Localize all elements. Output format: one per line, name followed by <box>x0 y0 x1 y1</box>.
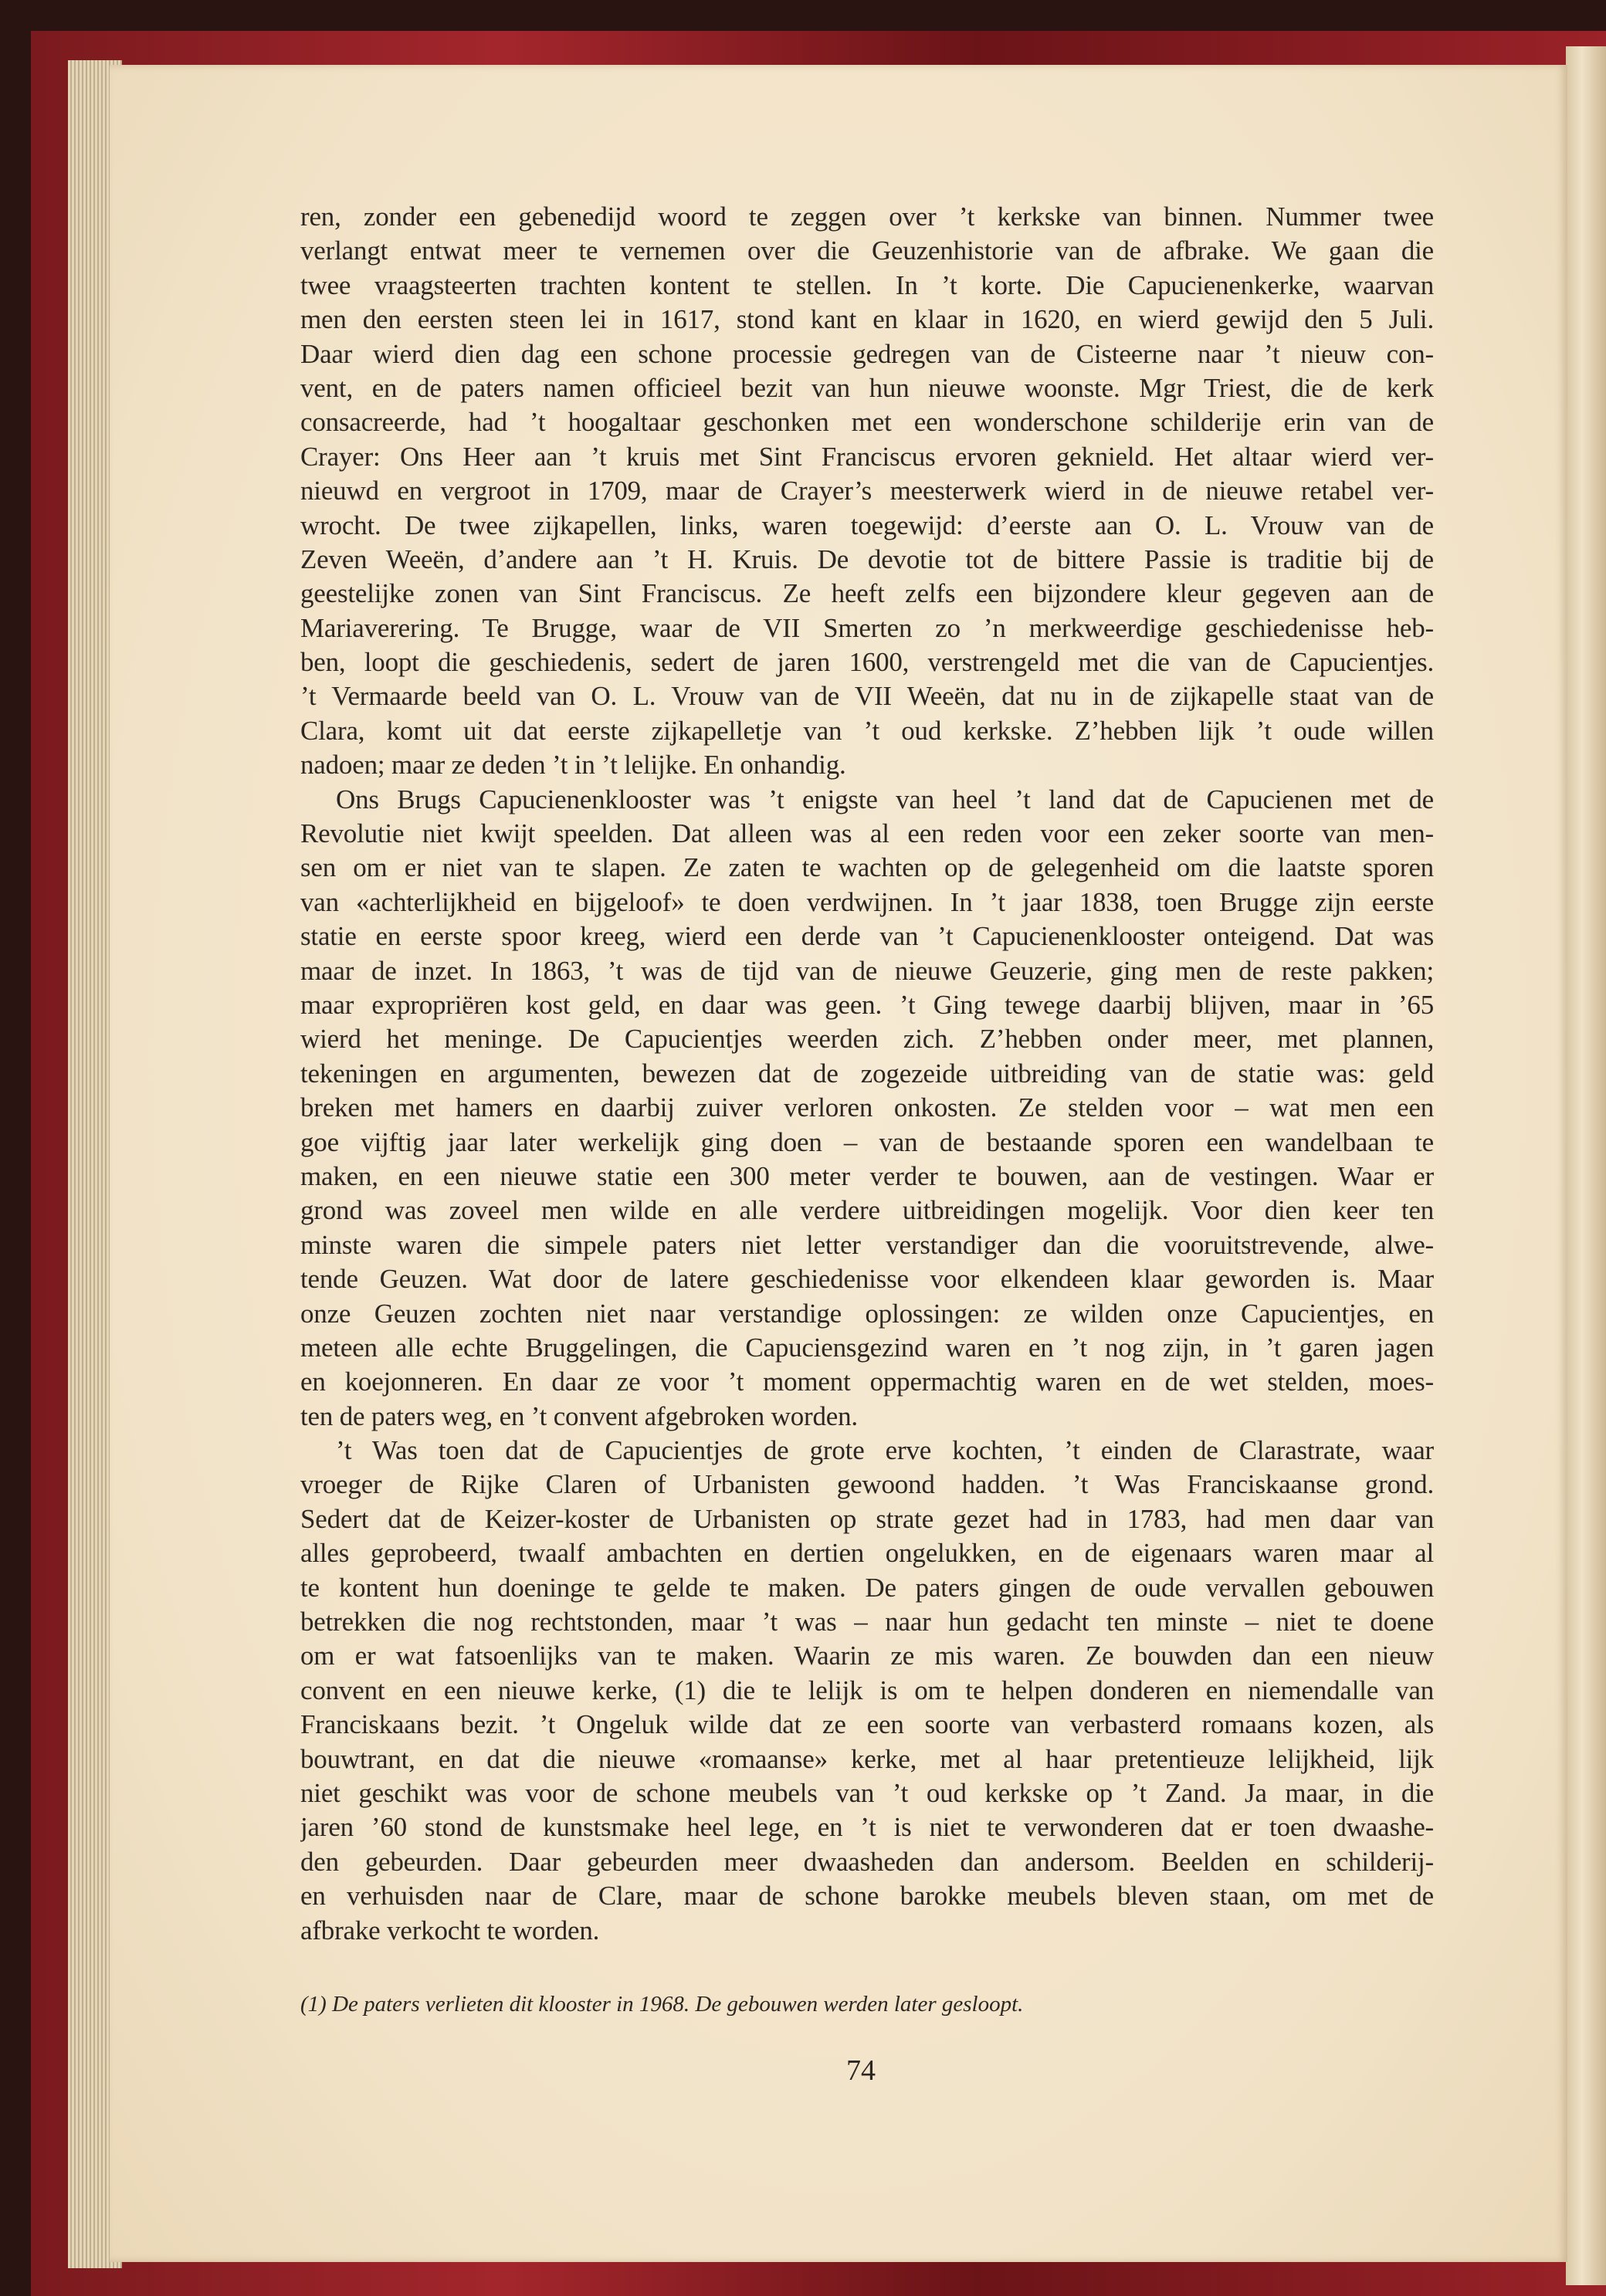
text-line: ben, loopt die geschiedenis, sedert de jaren 1600, verstrengeld met die van de Capucientjes. <box>300 647 1434 678</box>
text-line: ten de paters weg, en ’t convent afgebroken worden. <box>300 1400 858 1431</box>
text-line: den gebeurden. Daar gebeurden meer dwaasheden dan andersom. Beelden en schilderij- <box>300 1846 1434 1877</box>
text-line: consacreerde, had ’t hoogaltaar geschonken met een wonderschone schilderije erin van de <box>300 407 1434 438</box>
text-line: en verhuisden naar de Clare, maar de schone barokke meubels bleven staan, om met de <box>300 1881 1434 1912</box>
text-line: vent, en de paters namen officieel bezit van hun nieuwe woonste. Mgr Triest, die de kerk <box>300 372 1434 403</box>
text-line: maar expropriëren kost geld, en daar was geen. ’t Ging tewege daarbij blijven, maar in ’65 <box>300 989 1434 1020</box>
text-line: verlangt entwat meer te vernemen over die Geuzenhistorie van de afbrake. We gaan die <box>300 235 1434 266</box>
text-line: ’t Vermaarde beeld van O. L. Vrouw van de VII Weeën, dat nu in de zijkapelle staat van de <box>300 681 1434 712</box>
text-line: twee vraagsteerten trachten kontent te stellen. In ’t korte. Die Capucienenkerke, waarvan <box>300 269 1434 300</box>
text-line: tekeningen en argumenten, bewezen dat de zogezeide uitbreiding van de statie was: geld <box>300 1058 1434 1089</box>
paragraph <box>300 1434 1434 1948</box>
text-line: onze Geuzen zochten niet naar verstandige oplossingen: ze wilden onze Capucientjes, en <box>300 1298 1434 1329</box>
text-line: van «achterlijkheid en bijgeloof» te doen verdwijnen. In ’t jaar 1838, toen Brugge zijn eerste <box>300 886 1434 917</box>
text-line: afbrake verkocht te worden. <box>300 1915 600 1946</box>
body-text <box>300 200 1434 1948</box>
text-line: grond was zoveel men wilde en alle verdere uitbreidingen mogelijk. Voor dien keer ten <box>300 1195 1434 1226</box>
text-line: statie en eerste spoor kreeg, wierd een derde van ’t Capucienenklooster onteigend. Dat was <box>300 921 1434 952</box>
text-line: Zeven Weeën, d’andere aan ’t H. Kruis. De devotie tot de bittere Passie is traditie bij de <box>300 544 1434 574</box>
text-line: betrekken die nog rechtstonden, maar ’t was – naar hun gedacht ten minste – niet te doene <box>300 1607 1434 1637</box>
text-line: Crayer: Ons Heer aan ’t kruis met Sint Franciscus ervoren geknield. Het altaar wierd ver- <box>300 441 1434 472</box>
text-line: vroeger de Rijke Claren of Urbanisten gewoond hadden. ’t Was Franciskaanse grond. <box>300 1469 1434 1500</box>
footnote: (1) De paters verlieten dit klooster in 1968. De gebouwen werden later gesloopt. <box>300 1992 1024 2017</box>
text-line: Clara, komt uit dat eerste zijkapelletje van ’t oud kerkske. Z’hebben lijk ’t oude willen <box>300 715 1434 746</box>
text-line: jaren ’60 stond de kunstsmake heel lege, en ’t is niet te verwonderen dat er toen dwaashe- <box>300 1812 1434 1843</box>
text-line: goe vijftig jaar later werkelijk ging doen – van de bestaande sporen een wandelbaan te <box>300 1126 1434 1157</box>
text-line: om er wat fatsoenlijks van te maken. Waarin ze mis waren. Ze bouwden dan een nieuw <box>300 1641 1434 1671</box>
text-line: minste waren die simpele paters niet letter verstandiger dan die vooruitstrevende, alwe- <box>300 1229 1434 1260</box>
right-page-edge <box>1566 46 1606 2285</box>
text-line: wrocht. De twee zijkapellen, links, waren toegewijd: d’eerste aan O. L. Vrouw van de <box>300 510 1434 540</box>
text-line: alles geprobeerd, twaalf ambachten en dertien ongelukken, en de eigenaars waren maar al <box>300 1538 1434 1569</box>
text-line: geestelijke zonen van Sint Franciscus. Ze heeft zelfs een bijzondere kleur gegeven aan de <box>300 578 1434 609</box>
text-line: ’t Was toen dat de Capucientjes de grote erve kochten, ’t einden de Clarastrate, waar <box>336 1435 1434 1466</box>
text-line: Franciskaans bezit. ’t Ongeluk wilde dat ze een soorte van verbasterd romaans kozen, als <box>300 1709 1434 1740</box>
text-line: Mariaverering. Te Brugge, waar de VII Smerten zo ’n merkweerdige geschiedenisse heb- <box>300 612 1434 643</box>
page-number: 74 <box>846 2054 876 2087</box>
text-line: nadoen; maar ze deden ’t in ’t lelijke. En onhandig. <box>300 750 846 781</box>
text-line: Ons Brugs Capucienenklooster was ’t enigste van heel ’t land dat de Capucienen met de <box>336 784 1434 814</box>
text-line: maar de inzet. In 1863, ’t was de tijd van de nieuwe Geuzerie, ging men de reste pakken; <box>300 955 1434 986</box>
text-line: convent en een nieuwe kerke, (1) die te lelijk is om te helpen donderen en niemendalle van <box>300 1675 1434 1705</box>
text-line: Revolutie niet kwijt speelden. Dat alleen was al een reden voor een zeker soorte van men- <box>300 818 1434 849</box>
text-line: ren, zonder een gebenedijd woord te zeggen over ’t kerkske van binnen. Nummer twee <box>300 201 1434 232</box>
text-line: niet geschikt was voor de schone meubels van ’t oud kerkske op ’t Zand. Ja maar, in die <box>300 1777 1434 1808</box>
text-line: en koejonneren. En daar ze voor ’t moment oppermachtig waren en de wet stelden, moes- <box>300 1366 1434 1397</box>
text-line: nieuwd en vergroot in 1709, maar de Crayer’s meesterwerk wierd in de nieuwe retabel ver- <box>300 476 1434 506</box>
text-line: meteen alle echte Bruggelingen, die Capuciensgezind waren en ’t nog zijn, in ’t garen jagen <box>300 1332 1434 1363</box>
text-line: men den eersten steen lei in 1617, stond kant en klaar in 1620, en wierd gewijd den 5 Juli. <box>300 304 1434 335</box>
paragraph <box>300 200 1434 783</box>
text-line: Sedert dat de Keizer-koster de Urbanisten op strate gezet had in 1783, had men daar van <box>300 1503 1434 1534</box>
text-line: te kontent hun doeninge te gelde te maken. De paters gingen de oude vervallen gebouwen <box>300 1572 1434 1603</box>
text-line: tende Geuzen. Wat door de latere geschiedenisse voor elkendeen klaar geworden is. Maar <box>300 1264 1434 1295</box>
text-line: maken, en een nieuwe statie een 300 meter verder te bouwen, aan de vestingen. Waar er <box>300 1160 1434 1191</box>
text-line: sen om er niet van te slapen. Ze zaten te wachten op de gelegenheid om die laatste sporen <box>300 852 1434 883</box>
paragraph <box>300 783 1434 1434</box>
text-line: Daar wierd dien dag een schone processie gedregen van de Cisteerne naar ’t nieuw con- <box>300 338 1434 369</box>
text-line: bouwtrant, en dat die nieuwe «romaanse» kerke, met al haar pretentieuze lelijkheid, lijk <box>300 1743 1434 1774</box>
text-line: breken met hamers en daarbij zuiver verloren onkosten. Ze stelden voor – wat men een <box>300 1092 1434 1123</box>
text-line: wierd het meninge. De Capucientjes weerden zich. Z’hebben onder meer, met plannen, <box>300 1024 1434 1055</box>
